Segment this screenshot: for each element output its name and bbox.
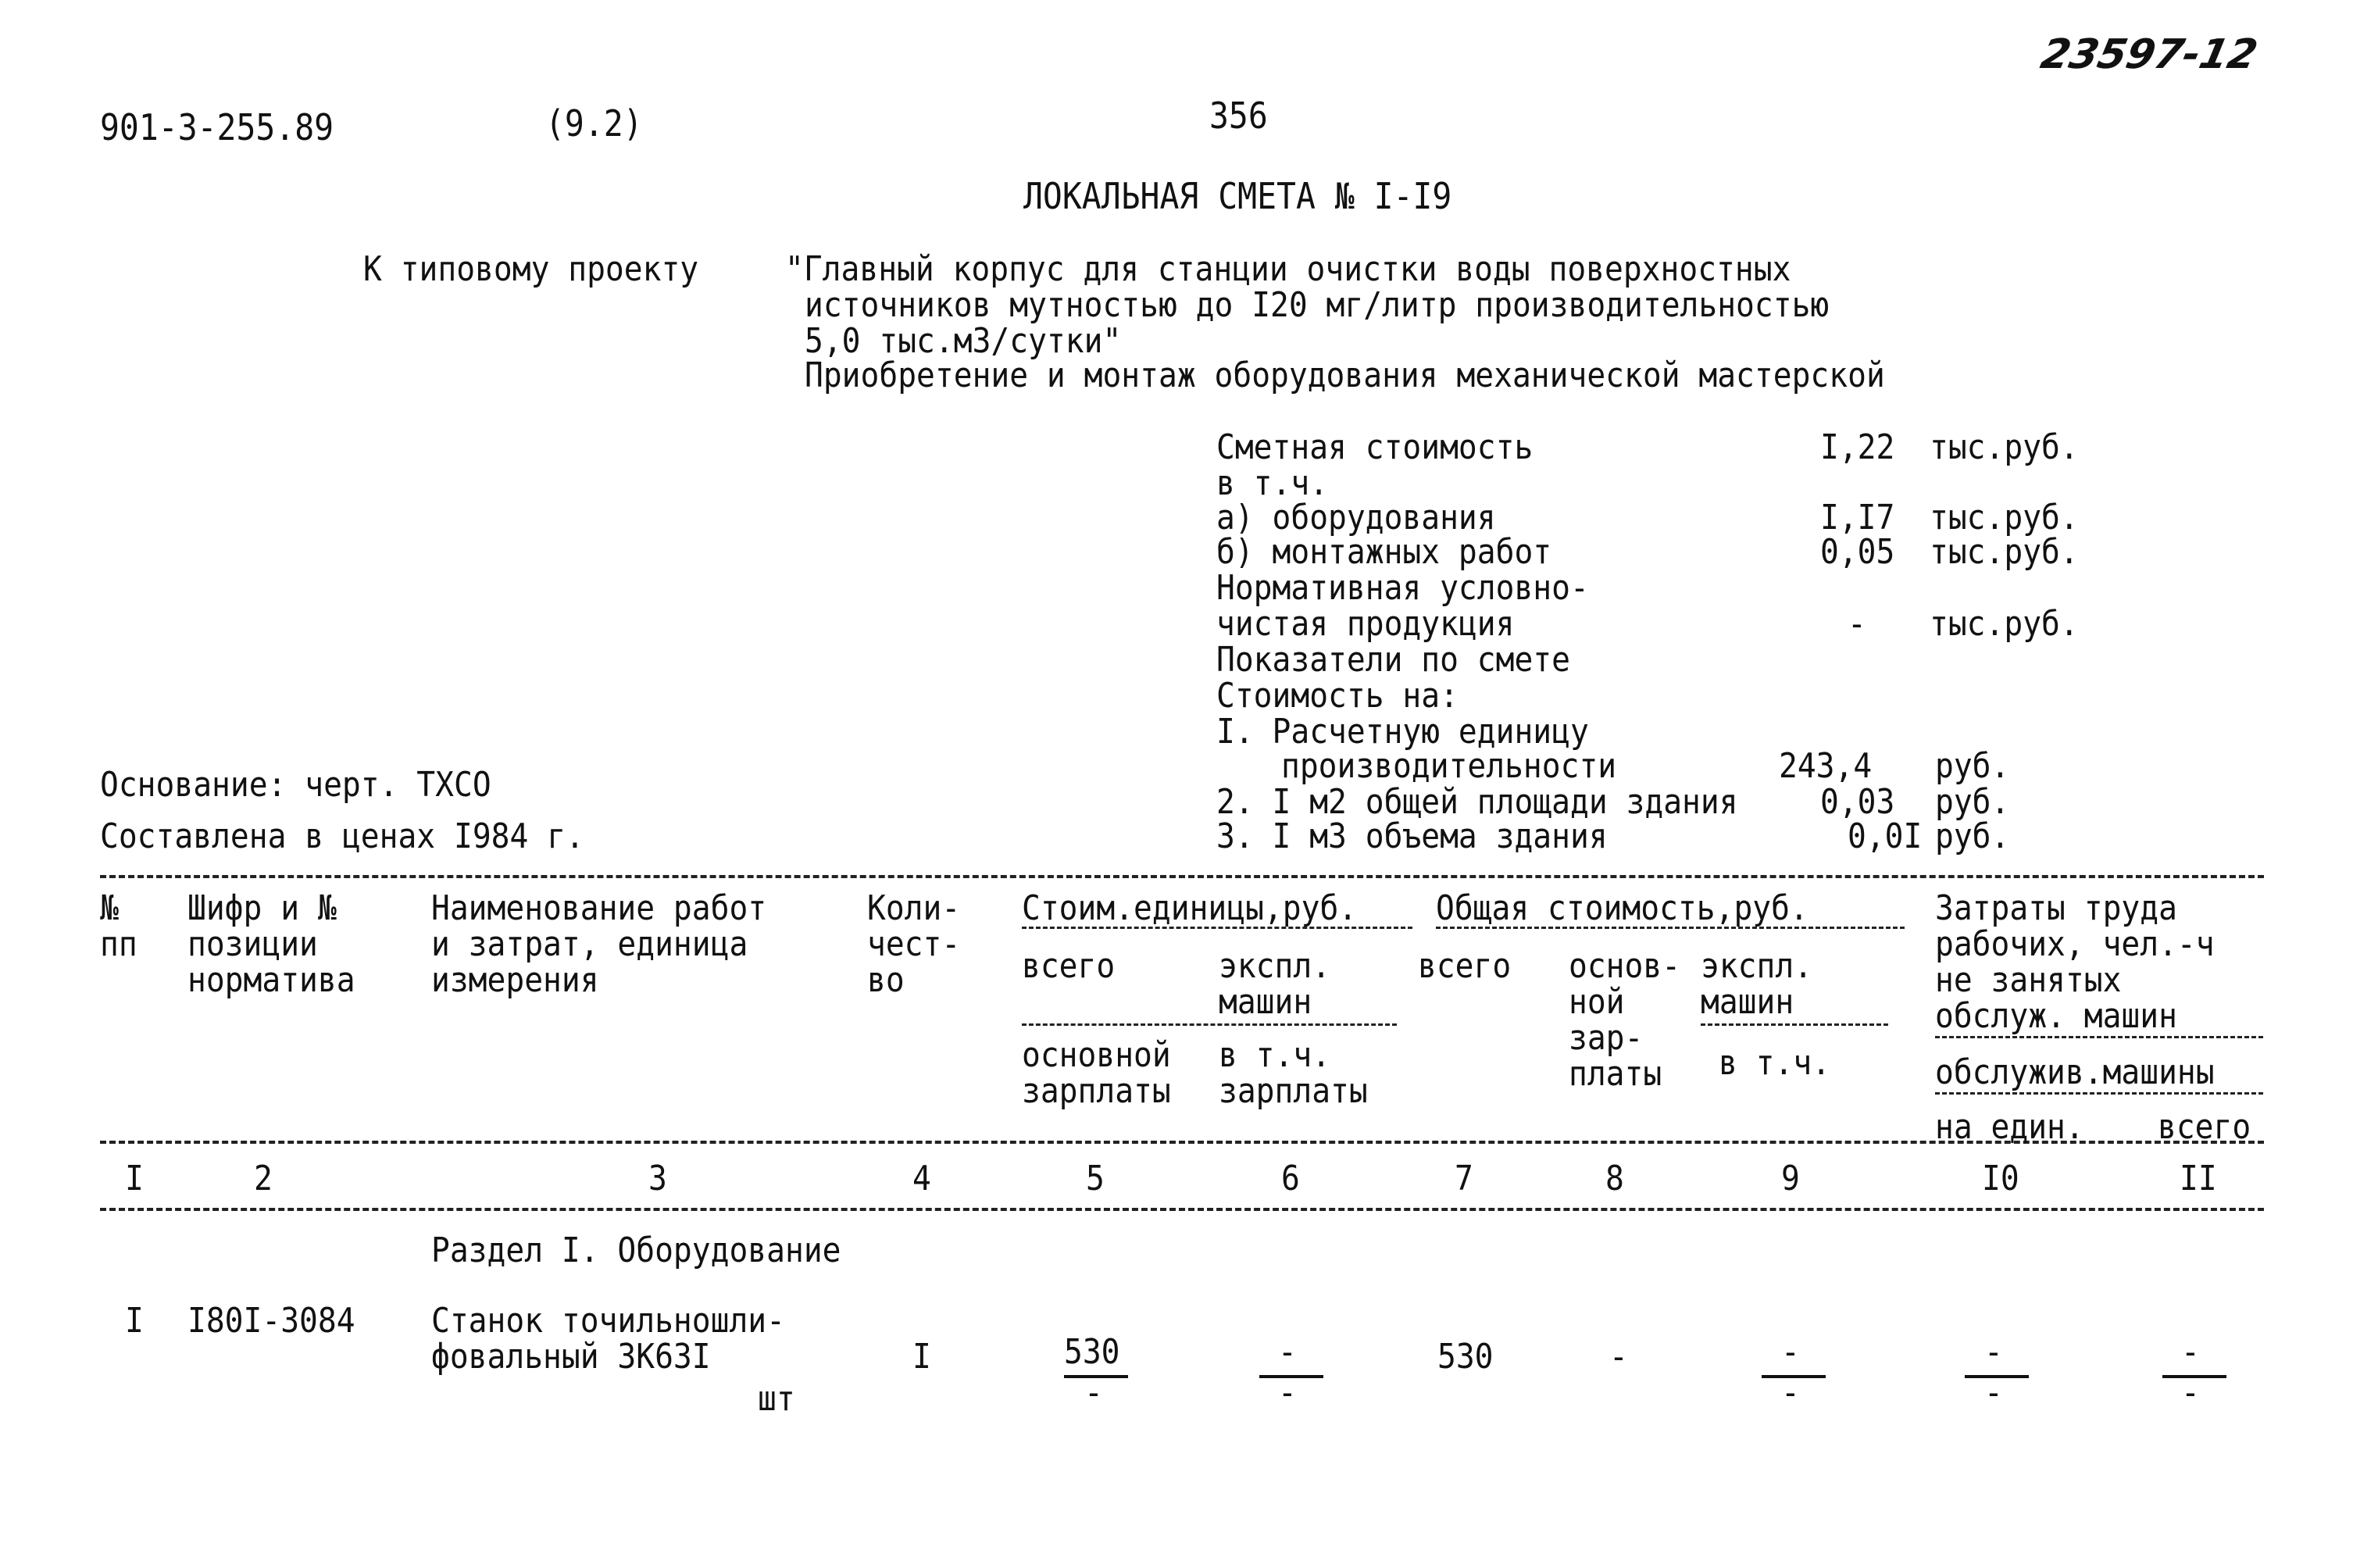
row-unit-cost-total: 530 (1064, 1332, 1120, 1372)
total-cost-underline (1436, 927, 1905, 929)
cost-value: I,22 (1820, 427, 1895, 467)
indicator-3-value: 0,0I (1848, 816, 1923, 856)
section-title: Раздел I. Оборудование (431, 1230, 841, 1270)
col8-header-line-1: основ- (1569, 946, 1681, 986)
col-number-6: 6 (1281, 1159, 1300, 1198)
row-machine-wages: - (1278, 1373, 1297, 1413)
col-number-5: 5 (1086, 1159, 1105, 1198)
cost-unit: тыс.руб. (1930, 427, 2079, 467)
indicator-2-unit: руб. (1935, 782, 2010, 822)
cost-per-label: Стоимость на: (1216, 676, 1459, 716)
row-total-machine-wages: - (1781, 1373, 1800, 1413)
col3-header-line-1: Наименование работ (431, 888, 767, 928)
row-total-wages: - (1609, 1337, 1628, 1377)
labor-header-line-1: Затраты труда (1935, 888, 2177, 928)
labor-header-b-underline (1935, 1092, 2263, 1095)
col8-header-line-3: зар- (1569, 1018, 1644, 1058)
row-total-cost: 530 (1437, 1337, 1494, 1377)
indicator-2-label: 2. I м2 общей площади здания (1216, 782, 1738, 822)
project-line-4: Приобретение и монтаж оборудования механической мастерской (805, 355, 1885, 395)
page-number: 356 (1209, 95, 1268, 137)
col-number-1: I (125, 1159, 144, 1198)
col5-header-b-line-2: зарплаты (1022, 1071, 1171, 1111)
col-number-11: II (2180, 1159, 2217, 1198)
indicator-1-value: 243,4 (1779, 746, 1873, 786)
labor-header-b: обслужив.машины (1935, 1052, 2215, 1092)
installation-label: б) монтажных работ (1216, 532, 1552, 572)
installation-value: 0,05 (1820, 532, 1895, 572)
row-labor-total-machines: - (2181, 1373, 2200, 1413)
col3-header-line-2: и затрат, единица (431, 924, 748, 964)
incl-label: в т.ч. (1216, 463, 1329, 503)
prices-text: Составлена в ценах I984 г. (100, 816, 584, 856)
col9-header-a-line-2: машин (1701, 982, 1794, 1022)
project-prefix: К типовому проекту (363, 249, 699, 289)
table-top-rule (100, 875, 2264, 878)
archive-stamp: 23597-12 (2037, 31, 2262, 78)
col4-header-line-1: Коли- (867, 888, 961, 928)
col9-header-a-line-1: экспл. (1701, 946, 1813, 986)
col-number-7: 7 (1455, 1159, 1473, 1198)
row-labor-per-unit-machines: - (1984, 1373, 2003, 1413)
col6-header-a-line-2: машин (1219, 982, 1312, 1022)
col11-header: всего (2158, 1107, 2251, 1147)
cost-label: Сметная стоимость (1216, 427, 1534, 467)
col6-header-a-line-1: экспл. (1219, 946, 1331, 986)
col2-header-line-3: норматива (187, 960, 355, 1000)
project-line-1: "Главный корпус для станции очистки воды поверхностных (785, 249, 1791, 289)
indicator-2-value: 0,03 (1820, 782, 1895, 822)
row-quantity: I (912, 1337, 931, 1377)
col1-header-line-1: № (100, 888, 119, 928)
indicator-1-label-2: производительности (1281, 746, 1617, 786)
col-number-8: 8 (1605, 1159, 1624, 1198)
row-name-line-1: Станок точильношли- (431, 1301, 785, 1341)
col9-split-rule (1701, 1023, 1888, 1026)
col10-header: на един. (1935, 1107, 2084, 1147)
norm-label-2: чистая продукция (1216, 604, 1515, 644)
section-number: (9.2) (545, 102, 643, 145)
project-line-2: источников мутностью до I20 мг/литр производительностью (805, 285, 1830, 325)
norm-value: - (1848, 604, 1866, 644)
basis-text: Основание: черт. ТХСО (100, 765, 491, 805)
row-code: I80I-3084 (187, 1301, 355, 1341)
equipment-label: а) оборудования (1216, 498, 1496, 538)
col6-header-b-line-2: зарплаты (1219, 1071, 1368, 1111)
labor-header-line-3: не занятых (1935, 960, 2122, 1000)
col4-header-line-2: чест- (867, 924, 961, 964)
col4-header-line-3: во (867, 960, 905, 1000)
unit-cost-underline (1022, 927, 1412, 929)
indicator-1-unit: руб. (1935, 746, 2010, 786)
col1-header-line-2: пп (100, 924, 137, 964)
document-title: ЛОКАЛЬНАЯ СМЕТА № I-I9 (1023, 175, 1452, 217)
col-number-4: 4 (912, 1159, 931, 1198)
row-name-line-2: фовальный 3К63I (431, 1337, 711, 1377)
row-labor-total: - (2181, 1332, 2200, 1372)
col8-header-line-2: ной (1569, 982, 1625, 1022)
indicator-3-unit: руб. (1935, 816, 2010, 856)
col5-header-a: всего (1022, 946, 1116, 986)
col3-header-line-3: измерения (431, 960, 599, 1000)
column-numbers-rule (100, 1208, 2264, 1211)
unit-cost-header: Стоим.единицы,руб. (1022, 888, 1358, 928)
labor-header-a: обслуж. машин (1935, 996, 2177, 1036)
labor-header-a-underline (1935, 1036, 2263, 1038)
total-cost-header: Общая стоимость,руб. (1436, 888, 1808, 928)
labor-header-line-2: рабочих, чел.-ч (1935, 924, 2215, 964)
col-number-3: 3 (648, 1159, 667, 1198)
norm-unit: тыс.руб. (1930, 604, 2079, 644)
col9-header-b: в т.ч. (1719, 1043, 1831, 1083)
indicator-3-label: 3. I м3 объема здания (1216, 816, 1608, 856)
norm-label-1: Нормативная условно- (1216, 568, 1589, 608)
col6-header-b-line-1: в т.ч. (1219, 1035, 1331, 1075)
indicators-label: Показатели по смете (1216, 640, 1570, 680)
row-unit: шт (758, 1379, 795, 1419)
installation-unit: тыс.руб. (1930, 532, 2079, 572)
col7-header: всего (1418, 946, 1512, 986)
row-total-machine-cost: - (1781, 1332, 1800, 1372)
equipment-unit: тыс.руб. (1930, 498, 2079, 538)
col2-header-line-2: позиции (187, 924, 318, 964)
unit-cost-split-rule (1022, 1023, 1397, 1026)
equipment-value: I,I7 (1820, 498, 1895, 538)
row-machine-cost: - (1278, 1332, 1297, 1372)
indicator-1-label-1: I. Расчетную единицу (1216, 712, 1589, 752)
document-code: 901-3-255.89 (100, 106, 334, 148)
row-number: I (125, 1301, 144, 1341)
col-number-9: 9 (1781, 1159, 1800, 1198)
col5-header-b-line-1: основной (1022, 1035, 1171, 1075)
col-number-2: 2 (254, 1159, 273, 1198)
row-labor-per-unit: - (1984, 1332, 2003, 1372)
col2-header-line-1: Шифр и № (187, 888, 337, 928)
col-number-10: I0 (1982, 1159, 2019, 1198)
project-line-3: 5,0 тыс.м3/сутки" (805, 321, 1122, 361)
col8-header-line-4: платы (1569, 1054, 1662, 1094)
row-unit-cost-wages: - (1084, 1373, 1103, 1413)
